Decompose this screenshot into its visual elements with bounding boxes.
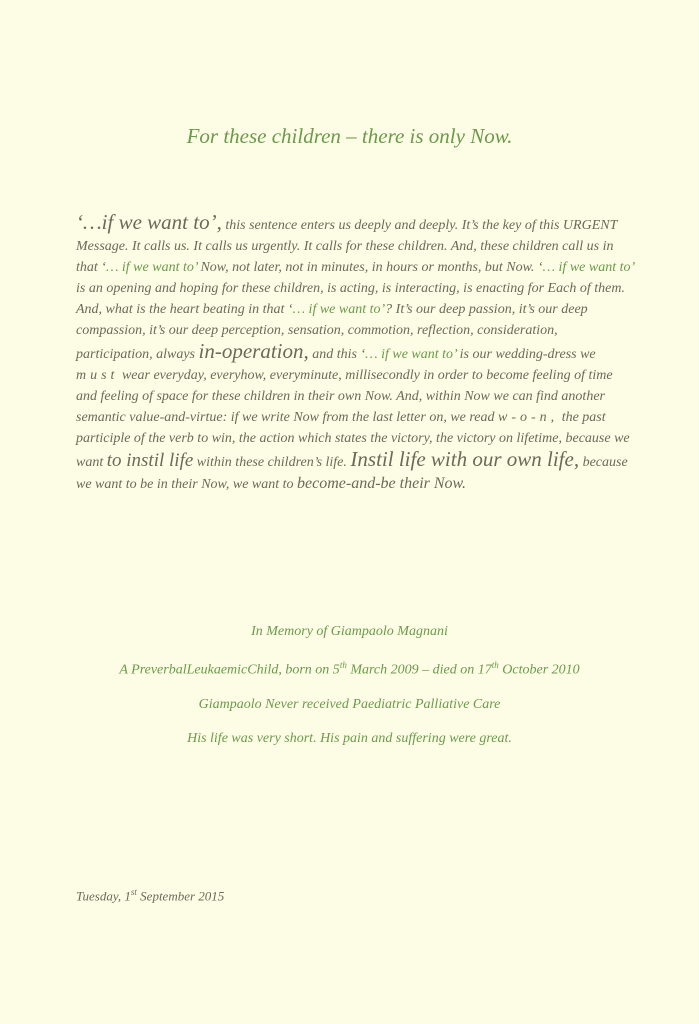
text-segment: the past participle of the verb to win, the action which states the victory, the victory on lifetime, because we want [76,410,630,470]
superscript: st [130,887,137,897]
emphasis-phrase: must [76,368,119,383]
text-segment: within these children’s life. [193,455,351,470]
text-segment: and this ‘ [308,347,366,362]
main-paragraph [76,212,636,495]
text-segment: is our wedding-dress we [456,347,596,362]
memory-text: A PreverbalLeukaemicChild, born on 5 [119,662,340,678]
superscript: th [339,660,347,670]
emphasis-phrase: to instil life [106,450,194,471]
emphasis-phrase: in-operation, [198,339,309,363]
date-line [76,887,224,904]
memory-text: March 2009 – died on 17 [346,662,492,678]
key-phrase: … if we want to’ [365,347,457,362]
memory-line: His life was very short. His pain and suffering were great. [187,730,512,746]
text-segment: wear everyday, everyhow, everyminute, millisecondly in order to become feeling of time and feeling of space for these children in their own Now. And, within Now we can find another semantic value-and-virtue: if we write Now from the last letter on, we read [76,368,613,425]
memorial-block [0,622,699,763]
emphasis-phrase: Instil life with our own life, [350,447,580,471]
superscript: th [491,660,499,670]
key-phrase: … if we want to’ [292,302,386,317]
text-segment: ? It’s our deep passion, it’s our deep compassion, it’s our deep perception, sensation, commotion, reflection, consideration, participation, always [76,302,588,362]
date-text: September 2015 [136,888,225,904]
text-segment: this sentence enters us deeply and deeply. It’s the key of this URGENT Message. It calls us. It calls us urgently. It calls for these children. And, these children call us in that ‘ [76,218,618,275]
key-phrase: … if we want to’ [542,260,634,275]
key-phrase: ‘…if we want to’, [76,210,222,234]
memory-line [0,656,699,680]
key-phrase: … if we want to’ [105,260,197,275]
page-title: For these children – there is only Now. [186,124,513,148]
emphasis-phrase: become-and-be their Now. [297,475,467,492]
memory-text: October 2010 [498,662,580,678]
date-text: Tuesday, 1 [76,888,131,904]
text-segment: is an opening and hoping for these children, is acting, is interacting, is enacting for Each of them. And, what is the heart beating in that ‘ [76,281,625,317]
memory-line: Giampaolo Never received Paediatric Palliative Care [198,696,501,712]
memory-line: In Memory of Giampaolo Magnani [251,624,448,639]
text-segment: because we want to be in their Now, we want to [76,455,628,492]
emphasis-phrase: w-o-n, [498,410,559,425]
text-segment: Now, not later, not in minutes, in hours or months, but Now. ‘ [196,260,543,275]
